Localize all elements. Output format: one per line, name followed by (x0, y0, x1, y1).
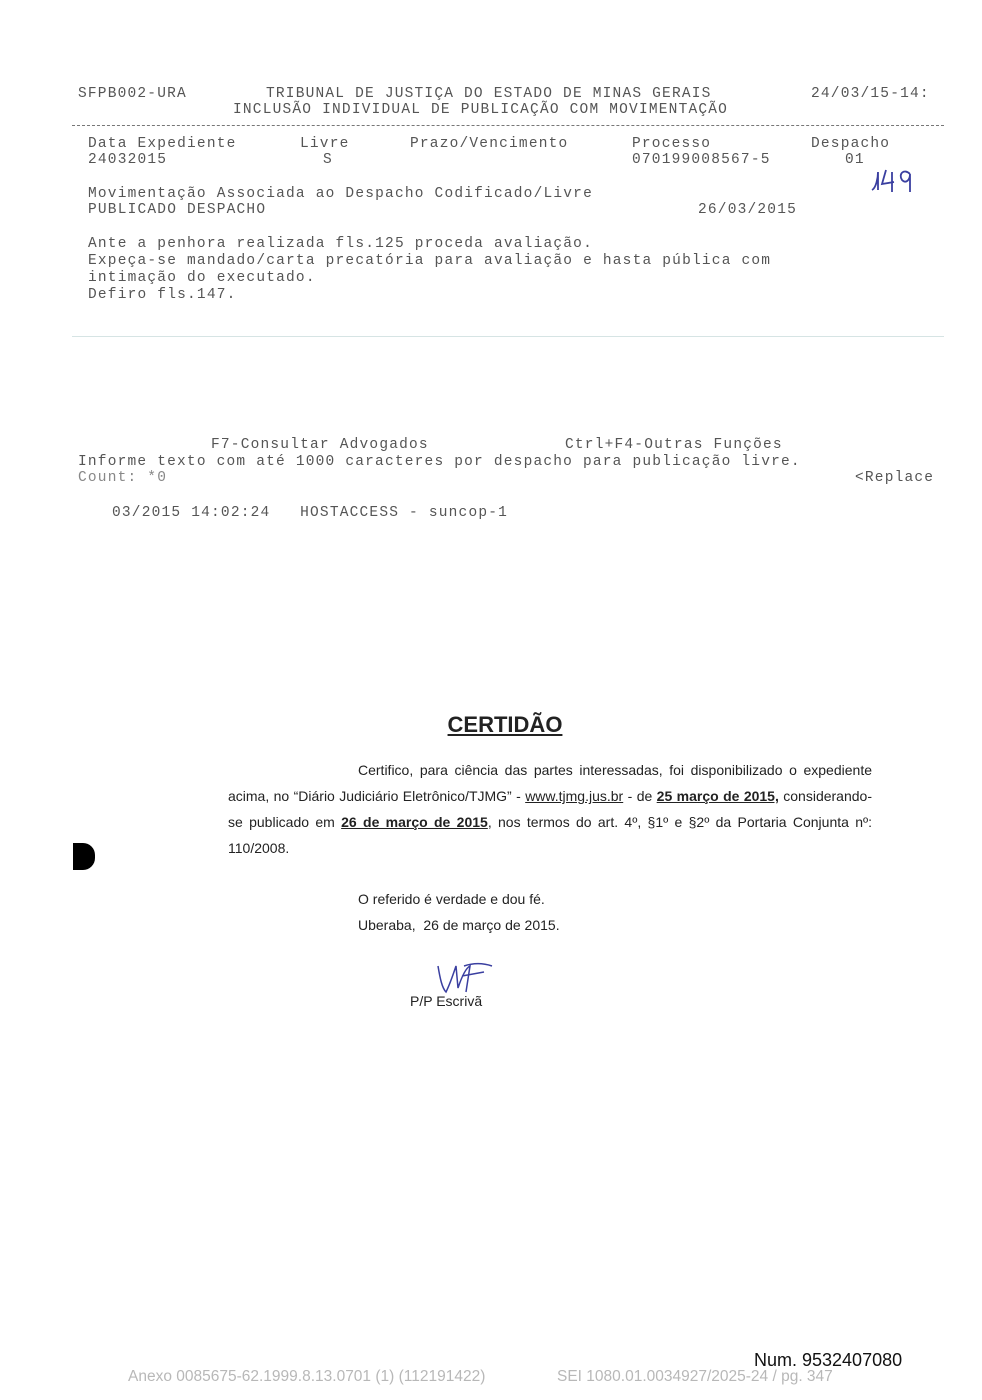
header-prazo: Prazo/Vencimento (410, 136, 569, 152)
header-data-expediente: Data Expediente (88, 136, 237, 152)
certidao-verdade: O referido é verdade e dou fé. (358, 891, 545, 907)
value-data-expediente: 24032015 (88, 152, 168, 168)
certidao-title: CERTIDÃO (447, 712, 563, 737)
value-processo: 070199008567-5 (632, 152, 771, 168)
handwritten-page-number (866, 164, 918, 198)
movement-value: PUBLICADO DESPACHO (88, 202, 267, 218)
replace-label: <Replace (855, 470, 935, 486)
sei-reference: SEI 1080.01.0034927/2025-24 / pg. 347 (557, 1368, 833, 1385)
system-code: SFPB002-URA (78, 86, 187, 102)
fkey-consultar-advogados: F7-Consultar Advogados (211, 437, 429, 453)
anexo-reference: Anexo 0085675-62.1999.8.13.0701 (1) (112191422) (128, 1368, 486, 1385)
dispatch-line: intimação do executado. (88, 270, 316, 286)
availability-date: 25 março de 2015, (656, 788, 779, 804)
court-title: TRIBUNAL DE JUSTIÇA DO ESTADO DE MINAS GERAIS (266, 86, 712, 102)
count-label: Count: *0 (78, 470, 168, 486)
dispatch-line: Expeça-se mandado/carta precatória para avaliação e hasta pública com (88, 253, 772, 269)
value-despacho: 01 (845, 152, 865, 168)
certidao-place-date: Uberaba, 26 de março de 2015. (358, 917, 560, 933)
screen-subtitle: INCLUSÃO INDIVIDUAL DE PUBLICAÇÃO COM MOVIMENTAÇÃO (233, 102, 729, 118)
margin-mark (73, 843, 95, 870)
signature-role: P/P Escrivã (410, 993, 483, 1009)
publication-date: 26 de março de 2015 (341, 814, 488, 830)
document-number: Num. 9532407080 (754, 1350, 903, 1370)
info-line: Informe texto com até 1000 caracteres por despacho para publicação livre. (78, 454, 801, 470)
signature (432, 958, 498, 998)
tjmg-link[interactable]: www.tjmg.jus.br (525, 788, 624, 804)
movement-label: Movimentação Associada ao Despacho Codificado/Livre (88, 186, 593, 202)
certidao-paragraph: Certifico, para ciência das partes interessadas, foi disponibilizado o expediente acima, no “Diário Judiciário Eletrônico/TJMG” - www.tjmg.jus.br - de 25 março de 2015, considerando-se publicado em 26 de março de 2015, nos termos do art. 4º, §1º e §2º da Portaria Conjunta nº: 110/2008. (228, 762, 873, 856)
value-livre: S (323, 152, 333, 168)
header-despacho: Despacho (811, 136, 891, 152)
dispatch-line: Defiro fls.147. (88, 287, 237, 303)
status-line: 03/2015 14:02:24 HOSTACCESS - suncop-1 (112, 505, 509, 521)
header-processo: Processo (632, 136, 712, 152)
dispatch-line: Ante a penhora realizada fls.125 proceda avaliação. (88, 236, 593, 252)
screen-divider (72, 336, 944, 337)
fkey-outras-funcoes: Ctrl+F4-Outras Funções (565, 437, 783, 453)
header-divider (72, 125, 944, 126)
movement-date: 26/03/2015 (698, 202, 798, 218)
header-livre: Livre (300, 136, 350, 152)
screen-datetime: 24/03/15-14: (811, 86, 930, 102)
